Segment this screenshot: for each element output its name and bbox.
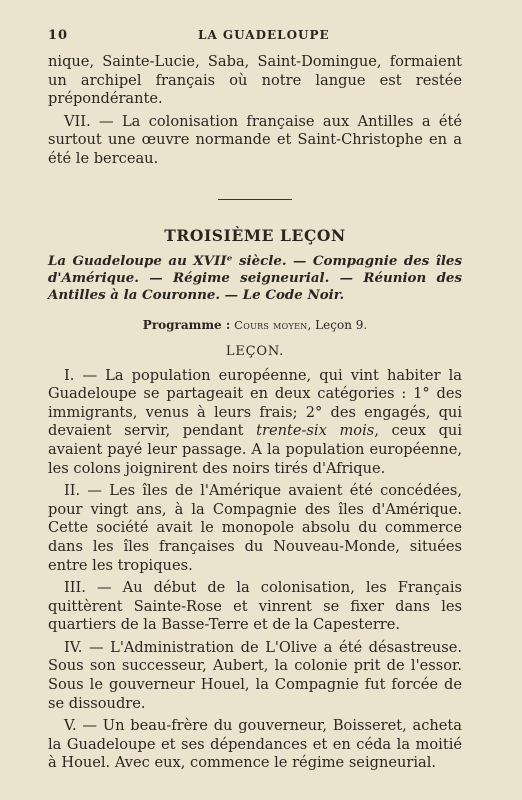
running-title: LA GUADELOUPE [198,28,330,42]
p1-emphasis: trente-six mois [256,422,375,440]
lecon-heading: LEÇON. [225,343,285,359]
lesson-paragraph-ii: II. — Les îles de l'Amérique avaient été concédées, pour vingt ans, à la Compagnie des îles d'Amérique. Cette société avait le monopole absolu du commerce dans les îles françaises du Nouveau-Monde, situées entre les tropiques. [48,482,462,574]
paragraph-continued: nique, Sainte-Lucie, Saba, Saint-Domingue, formaient un archipel français où notre langue est restée prépondérante. [48,53,462,108]
p1-before: I. — La population européenne, qui vint habiter la Guadeloupe se partageait en deux catégories : 1° des immigrants, venus à leurs frais; 2° des engagés, qui devaient servir, pendant [48,366,462,440]
page-number: 10 [48,28,69,43]
programme-ref: , Leçon 9. [307,317,368,332]
lesson-paragraph-iv: IV. — L'Administration de L'Olive a été désastreuse. Sous son successeur, Aubert, la colonie prit de l'essor. Sous le gouverneur Houel, la Compagnie fut forcée de se dissoudre. [48,638,462,712]
paragraph-vii: VII. — La colonisation française aux Antilles a été surtout une œuvre normande et Saint-Christophe en a été le berceau. [48,112,462,167]
programme-line [48,318,462,332]
lesson-title: TROISIÈME LEÇON [164,225,346,245]
lesson-summary: La Guadeloupe au XVIIᵉ siècle. — Compagnie des îles d'Amérique. — Régime seigneurial. — Réunion des Antilles à la Couronne. — Le Code Noir. [48,252,462,303]
programme-course: Cours moyen [234,317,308,332]
p1-after: , ceux qui avaient payé leur passage. A la population européenne, les colons joignirent des noirs tirés d'Afrique. [48,422,462,477]
section-divider [218,199,292,200]
lesson-paragraph-iii: III. — Au début de la colonisation, les Français quittèrent Sainte-Rose et vinrent se fixer dans les quartiers de la Basse-Terre et de la Capesterre. [48,579,462,634]
lesson-paragraph-v: V. — Un beau-frère du gouverneur, Boisseret, acheta la Guadeloupe et ses dépendances et en céda la moitié à Houel. Avec eux, commence le régime seigneurial. [48,717,462,772]
programme-label: Programme : [142,317,231,332]
page-header [48,28,462,43]
lesson-paragraph-i [48,367,462,479]
